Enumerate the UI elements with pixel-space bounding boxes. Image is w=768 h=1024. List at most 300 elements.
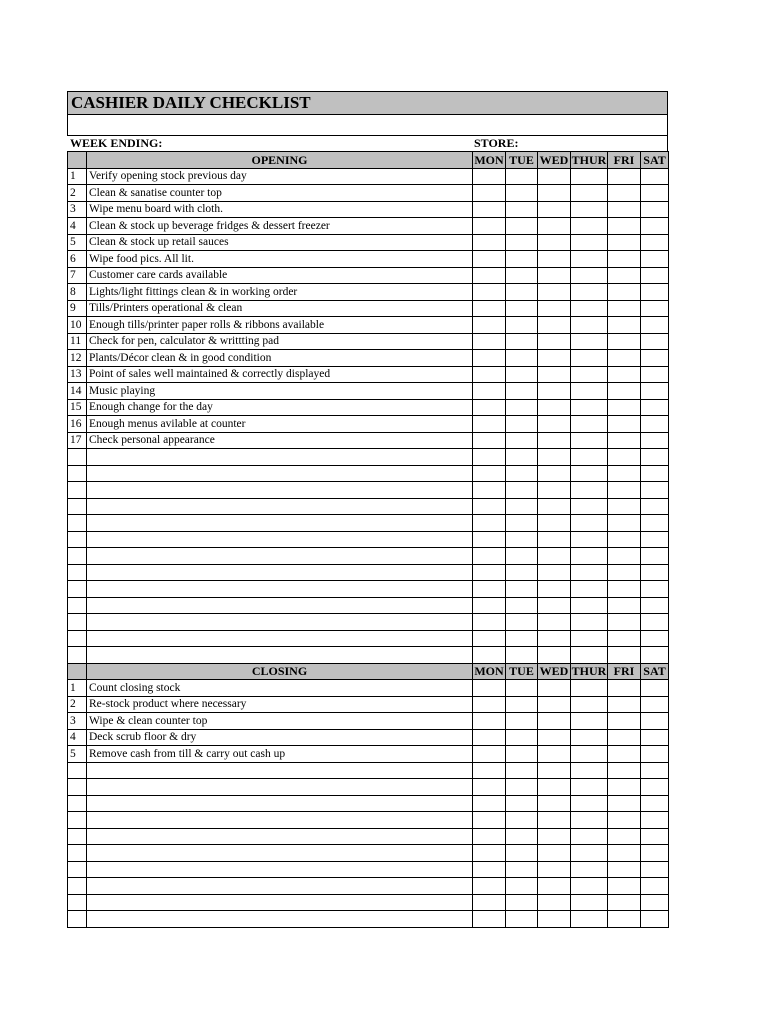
- day-check-cell[interactable]: [538, 465, 571, 482]
- day-check-cell[interactable]: [641, 581, 669, 598]
- item-task: [87, 812, 473, 829]
- day-check-cell[interactable]: [473, 284, 506, 301]
- day-check-cell[interactable]: [641, 713, 669, 730]
- day-check-cell[interactable]: [506, 350, 538, 367]
- day-check-cell[interactable]: [538, 746, 571, 763]
- checklist-item-row: [68, 218, 669, 235]
- day-check-cell[interactable]: [571, 284, 608, 301]
- opening-day-header-3: THUR: [571, 152, 607, 167]
- day-check-cell[interactable]: [506, 234, 538, 251]
- day-check-cell[interactable]: [538, 515, 571, 532]
- day-check-cell[interactable]: [473, 581, 506, 598]
- day-check-cell[interactable]: [506, 795, 538, 812]
- day-check-cell[interactable]: [641, 746, 669, 763]
- day-check-cell[interactable]: [506, 597, 538, 614]
- day-check-cell[interactable]: [608, 366, 641, 383]
- day-check-cell[interactable]: [608, 333, 641, 350]
- day-check-cell[interactable]: [608, 465, 641, 482]
- day-check-cell[interactable]: [641, 251, 669, 268]
- day-check-cell[interactable]: [473, 449, 506, 466]
- day-check-cell[interactable]: [538, 680, 571, 697]
- day-check-cell[interactable]: [506, 696, 538, 713]
- day-check-cell[interactable]: [538, 201, 571, 218]
- day-check-cell[interactable]: [641, 762, 669, 779]
- day-check-cell[interactable]: [473, 614, 506, 631]
- day-check-cell[interactable]: [641, 564, 669, 581]
- day-check-cell[interactable]: [571, 333, 608, 350]
- day-check-cell[interactable]: [506, 779, 538, 796]
- day-check-cell[interactable]: [473, 465, 506, 482]
- blank-row: [68, 515, 669, 532]
- day-check-cell[interactable]: [538, 416, 571, 433]
- day-check-cell[interactable]: [641, 366, 669, 383]
- day-check-cell[interactable]: [473, 630, 506, 647]
- day-check-cell[interactable]: [641, 300, 669, 317]
- day-check-cell[interactable]: [641, 696, 669, 713]
- day-check-cell[interactable]: [641, 548, 669, 565]
- day-check-cell[interactable]: [506, 647, 538, 664]
- day-check-cell[interactable]: [571, 350, 608, 367]
- day-check-cell[interactable]: [571, 729, 608, 746]
- day-check-cell[interactable]: [571, 267, 608, 284]
- day-check-cell[interactable]: [608, 812, 641, 829]
- day-check-cell[interactable]: [641, 416, 669, 433]
- day-check-cell[interactable]: [641, 779, 669, 796]
- day-check-cell[interactable]: [538, 614, 571, 631]
- day-check-cell[interactable]: [608, 894, 641, 911]
- day-check-cell[interactable]: [538, 861, 571, 878]
- day-check-cell[interactable]: [506, 548, 538, 565]
- day-check-cell[interactable]: [571, 515, 608, 532]
- item-number: [68, 630, 87, 647]
- item-number: [68, 828, 87, 845]
- day-check-cell[interactable]: [473, 267, 506, 284]
- day-check-cell[interactable]: [571, 465, 608, 482]
- day-check-cell[interactable]: [538, 581, 571, 598]
- day-check-cell[interactable]: [641, 861, 669, 878]
- day-check-cell[interactable]: [608, 597, 641, 614]
- day-check-cell[interactable]: [473, 845, 506, 862]
- day-check-cell[interactable]: [571, 894, 608, 911]
- day-check-cell[interactable]: [473, 680, 506, 697]
- day-check-cell[interactable]: [608, 218, 641, 235]
- day-check-cell[interactable]: [608, 779, 641, 796]
- day-check-cell[interactable]: [641, 218, 669, 235]
- item-task: [87, 564, 473, 581]
- day-check-cell[interactable]: [571, 713, 608, 730]
- day-check-cell[interactable]: [641, 350, 669, 367]
- day-check-cell[interactable]: [506, 399, 538, 416]
- day-check-cell[interactable]: [608, 416, 641, 433]
- day-check-cell[interactable]: [538, 300, 571, 317]
- day-check-cell[interactable]: [571, 300, 608, 317]
- day-check-cell[interactable]: [473, 564, 506, 581]
- day-check-cell[interactable]: [641, 267, 669, 284]
- day-check-cell[interactable]: [538, 234, 571, 251]
- day-check-cell[interactable]: [506, 828, 538, 845]
- day-check-cell[interactable]: [538, 713, 571, 730]
- day-check-cell[interactable]: [473, 383, 506, 400]
- day-check-cell[interactable]: [538, 548, 571, 565]
- day-check-cell[interactable]: [571, 861, 608, 878]
- day-check-cell[interactable]: [506, 729, 538, 746]
- day-check-cell[interactable]: [608, 680, 641, 697]
- day-check-cell[interactable]: [571, 168, 608, 185]
- day-check-cell[interactable]: [506, 482, 538, 499]
- day-check-cell[interactable]: [506, 465, 538, 482]
- blank-row: [68, 465, 669, 482]
- day-check-cell[interactable]: [506, 267, 538, 284]
- day-check-cell[interactable]: [571, 317, 608, 334]
- day-check-cell[interactable]: [473, 515, 506, 532]
- day-check-cell[interactable]: [608, 581, 641, 598]
- day-check-cell[interactable]: [538, 399, 571, 416]
- day-check-cell[interactable]: [571, 680, 608, 697]
- item-number: 10: [68, 317, 87, 334]
- day-check-cell[interactable]: [538, 729, 571, 746]
- day-check-cell[interactable]: [506, 251, 538, 268]
- day-check-cell[interactable]: [473, 894, 506, 911]
- day-check-cell[interactable]: [641, 317, 669, 334]
- day-check-cell[interactable]: [571, 201, 608, 218]
- day-check-cell[interactable]: [506, 449, 538, 466]
- day-check-cell[interactable]: [608, 234, 641, 251]
- day-check-cell[interactable]: [641, 168, 669, 185]
- day-check-cell[interactable]: [571, 696, 608, 713]
- day-check-cell[interactable]: [608, 647, 641, 664]
- day-check-cell[interactable]: [506, 531, 538, 548]
- blank-row: [68, 845, 669, 862]
- day-check-cell[interactable]: [571, 779, 608, 796]
- day-check-cell[interactable]: [538, 267, 571, 284]
- day-check-cell[interactable]: [571, 746, 608, 763]
- item-number: 3: [68, 201, 87, 218]
- day-check-cell[interactable]: [641, 680, 669, 697]
- day-check-cell[interactable]: [608, 284, 641, 301]
- day-check-cell[interactable]: [641, 498, 669, 515]
- day-check-cell[interactable]: [608, 317, 641, 334]
- day-check-cell[interactable]: [608, 251, 641, 268]
- item-number: 17: [68, 432, 87, 449]
- day-check-cell[interactable]: [538, 762, 571, 779]
- day-check-cell[interactable]: [538, 333, 571, 350]
- day-check-cell[interactable]: [506, 284, 538, 301]
- day-check-cell[interactable]: [608, 630, 641, 647]
- item-task: [87, 911, 473, 928]
- day-check-cell[interactable]: [506, 861, 538, 878]
- day-check-cell[interactable]: [473, 548, 506, 565]
- day-check-cell[interactable]: [473, 201, 506, 218]
- day-check-cell[interactable]: [538, 812, 571, 829]
- day-check-cell[interactable]: [538, 317, 571, 334]
- item-task: [87, 779, 473, 796]
- day-check-cell[interactable]: [608, 878, 641, 895]
- day-check-cell[interactable]: [473, 234, 506, 251]
- day-check-cell[interactable]: [506, 317, 538, 334]
- day-check-cell[interactable]: [608, 201, 641, 218]
- day-check-cell[interactable]: [473, 647, 506, 664]
- day-check-cell[interactable]: [473, 531, 506, 548]
- item-task: [87, 878, 473, 895]
- day-check-cell[interactable]: [641, 432, 669, 449]
- day-check-cell[interactable]: [571, 564, 608, 581]
- day-check-cell[interactable]: [641, 911, 669, 928]
- day-check-cell[interactable]: [608, 267, 641, 284]
- day-check-cell[interactable]: [473, 333, 506, 350]
- day-check-cell[interactable]: [538, 647, 571, 664]
- day-check-cell[interactable]: [506, 366, 538, 383]
- day-check-cell[interactable]: [538, 498, 571, 515]
- day-check-cell[interactable]: [641, 399, 669, 416]
- closing-day-header-4: FRI: [608, 663, 641, 680]
- day-check-cell[interactable]: [641, 828, 669, 845]
- blank-row: [68, 779, 669, 796]
- day-check-cell[interactable]: [608, 845, 641, 862]
- item-task: [87, 515, 473, 532]
- day-check-cell[interactable]: [641, 234, 669, 251]
- day-check-cell[interactable]: [473, 482, 506, 499]
- day-check-cell[interactable]: [538, 350, 571, 367]
- day-check-cell[interactable]: [571, 795, 608, 812]
- day-check-cell[interactable]: [608, 861, 641, 878]
- day-check-cell[interactable]: [608, 548, 641, 565]
- day-check-cell[interactable]: [571, 185, 608, 202]
- day-check-cell[interactable]: [641, 515, 669, 532]
- day-check-cell[interactable]: [538, 696, 571, 713]
- day-check-cell[interactable]: [506, 614, 538, 631]
- day-check-cell[interactable]: [641, 647, 669, 664]
- day-check-cell[interactable]: [608, 531, 641, 548]
- day-check-cell[interactable]: [506, 845, 538, 862]
- item-task: Wipe & clean counter top: [87, 713, 473, 730]
- day-check-cell[interactable]: [571, 531, 608, 548]
- day-check-cell[interactable]: [571, 647, 608, 664]
- day-check-cell[interactable]: [641, 482, 669, 499]
- day-check-cell[interactable]: [571, 482, 608, 499]
- day-check-cell[interactable]: [506, 878, 538, 895]
- day-check-cell[interactable]: [473, 911, 506, 928]
- day-check-cell[interactable]: [608, 482, 641, 499]
- day-check-cell[interactable]: [608, 746, 641, 763]
- day-check-cell[interactable]: [641, 845, 669, 862]
- day-check-cell[interactable]: [641, 597, 669, 614]
- day-check-cell[interactable]: [473, 696, 506, 713]
- day-check-cell[interactable]: [571, 614, 608, 631]
- day-check-cell[interactable]: [538, 218, 571, 235]
- day-check-cell[interactable]: [473, 251, 506, 268]
- day-check-cell[interactable]: [608, 713, 641, 730]
- day-check-cell[interactable]: [608, 383, 641, 400]
- day-check-cell[interactable]: [506, 383, 538, 400]
- item-number: 16: [68, 416, 87, 433]
- blank-row: [68, 531, 669, 548]
- day-check-cell[interactable]: [473, 762, 506, 779]
- day-check-cell[interactable]: [608, 614, 641, 631]
- day-check-cell[interactable]: [571, 383, 608, 400]
- day-check-cell[interactable]: [473, 399, 506, 416]
- day-check-cell[interactable]: [473, 185, 506, 202]
- day-check-cell[interactable]: [571, 630, 608, 647]
- day-check-cell[interactable]: [538, 449, 571, 466]
- day-check-cell[interactable]: [473, 416, 506, 433]
- day-check-cell[interactable]: [608, 185, 641, 202]
- checklist-item-row: [68, 383, 669, 400]
- day-check-cell[interactable]: [608, 515, 641, 532]
- item-task: Count closing stock: [87, 680, 473, 697]
- item-number: 9: [68, 300, 87, 317]
- day-check-cell[interactable]: [608, 729, 641, 746]
- day-check-cell[interactable]: [571, 597, 608, 614]
- day-check-cell[interactable]: [608, 350, 641, 367]
- day-check-cell[interactable]: [506, 911, 538, 928]
- day-check-cell[interactable]: [538, 795, 571, 812]
- day-check-cell[interactable]: [641, 185, 669, 202]
- day-check-cell[interactable]: [538, 779, 571, 796]
- day-check-cell[interactable]: [538, 894, 571, 911]
- day-check-cell[interactable]: [571, 812, 608, 829]
- day-check-cell[interactable]: [571, 416, 608, 433]
- day-check-cell[interactable]: [608, 432, 641, 449]
- day-check-cell[interactable]: [538, 911, 571, 928]
- closing-heading: CLOSING: [87, 663, 473, 680]
- day-check-cell[interactable]: [506, 333, 538, 350]
- day-check-cell[interactable]: [506, 498, 538, 515]
- day-check-cell[interactable]: [571, 449, 608, 466]
- day-check-cell[interactable]: [506, 894, 538, 911]
- item-task: Verify opening stock previous day: [87, 168, 473, 185]
- day-check-cell[interactable]: [506, 432, 538, 449]
- day-check-cell[interactable]: [571, 432, 608, 449]
- day-check-cell[interactable]: [571, 548, 608, 565]
- day-check-cell[interactable]: [641, 383, 669, 400]
- day-check-cell[interactable]: [538, 531, 571, 548]
- day-check-cell[interactable]: [506, 416, 538, 433]
- day-check-cell[interactable]: [571, 498, 608, 515]
- day-check-cell[interactable]: [473, 432, 506, 449]
- day-check-cell[interactable]: [473, 350, 506, 367]
- day-check-cell[interactable]: [641, 630, 669, 647]
- day-check-cell[interactable]: [608, 696, 641, 713]
- day-check-cell[interactable]: [473, 498, 506, 515]
- day-check-cell[interactable]: [506, 746, 538, 763]
- day-check-cell[interactable]: [641, 812, 669, 829]
- day-check-cell[interactable]: [641, 465, 669, 482]
- day-check-cell[interactable]: [538, 845, 571, 862]
- day-check-cell[interactable]: [538, 432, 571, 449]
- day-check-cell[interactable]: [641, 894, 669, 911]
- day-check-cell[interactable]: [473, 597, 506, 614]
- day-check-cell[interactable]: [473, 168, 506, 185]
- day-check-cell[interactable]: [571, 234, 608, 251]
- day-check-cell[interactable]: [506, 680, 538, 697]
- day-check-cell[interactable]: [641, 531, 669, 548]
- day-check-cell[interactable]: [641, 201, 669, 218]
- day-check-cell[interactable]: [538, 366, 571, 383]
- day-check-cell[interactable]: [473, 746, 506, 763]
- day-check-cell[interactable]: [571, 581, 608, 598]
- day-check-cell[interactable]: [506, 168, 538, 185]
- day-check-cell[interactable]: [506, 201, 538, 218]
- day-check-cell[interactable]: [608, 828, 641, 845]
- day-check-cell[interactable]: [641, 333, 669, 350]
- day-check-cell[interactable]: [571, 878, 608, 895]
- day-check-cell[interactable]: [608, 564, 641, 581]
- day-check-cell[interactable]: [473, 218, 506, 235]
- day-check-cell[interactable]: [473, 795, 506, 812]
- day-check-cell[interactable]: [641, 284, 669, 301]
- day-check-cell[interactable]: [571, 366, 608, 383]
- day-check-cell[interactable]: [538, 482, 571, 499]
- day-check-cell[interactable]: [506, 515, 538, 532]
- day-check-cell[interactable]: [506, 218, 538, 235]
- day-check-cell[interactable]: [506, 564, 538, 581]
- day-check-cell[interactable]: [538, 185, 571, 202]
- day-check-cell[interactable]: [473, 828, 506, 845]
- day-check-cell[interactable]: [608, 795, 641, 812]
- day-check-cell[interactable]: [506, 762, 538, 779]
- day-check-cell[interactable]: [538, 383, 571, 400]
- day-check-cell[interactable]: [641, 795, 669, 812]
- day-check-cell[interactable]: [473, 366, 506, 383]
- day-check-cell[interactable]: [641, 878, 669, 895]
- day-check-cell[interactable]: [641, 449, 669, 466]
- day-check-cell[interactable]: [538, 828, 571, 845]
- day-check-cell[interactable]: [506, 300, 538, 317]
- day-check-cell[interactable]: [473, 713, 506, 730]
- day-check-cell[interactable]: [608, 399, 641, 416]
- day-check-cell[interactable]: [538, 284, 571, 301]
- day-check-cell[interactable]: [571, 828, 608, 845]
- day-check-cell[interactable]: [538, 878, 571, 895]
- day-check-cell[interactable]: [506, 630, 538, 647]
- day-check-cell[interactable]: [571, 218, 608, 235]
- day-check-cell[interactable]: [571, 762, 608, 779]
- day-check-cell[interactable]: [641, 614, 669, 631]
- day-check-cell[interactable]: [473, 729, 506, 746]
- day-check-cell[interactable]: [571, 399, 608, 416]
- day-check-cell[interactable]: [608, 168, 641, 185]
- day-check-cell[interactable]: [608, 498, 641, 515]
- day-check-cell[interactable]: [608, 762, 641, 779]
- day-check-cell[interactable]: [473, 779, 506, 796]
- item-number: [68, 845, 87, 862]
- day-check-cell[interactable]: [571, 911, 608, 928]
- day-check-cell[interactable]: [506, 581, 538, 598]
- day-check-cell[interactable]: [538, 597, 571, 614]
- day-check-cell[interactable]: [473, 812, 506, 829]
- day-check-cell[interactable]: [571, 251, 608, 268]
- day-check-cell[interactable]: [473, 300, 506, 317]
- day-check-cell[interactable]: [506, 812, 538, 829]
- day-check-cell[interactable]: [473, 861, 506, 878]
- day-check-cell[interactable]: [641, 729, 669, 746]
- item-number: 13: [68, 366, 87, 383]
- day-check-cell[interactable]: [608, 300, 641, 317]
- day-check-cell[interactable]: [538, 630, 571, 647]
- day-check-cell[interactable]: [473, 317, 506, 334]
- checklist-body: [68, 152, 669, 928]
- day-check-cell[interactable]: [608, 911, 641, 928]
- day-check-cell[interactable]: [506, 185, 538, 202]
- day-check-cell[interactable]: [538, 168, 571, 185]
- day-check-cell[interactable]: [608, 449, 641, 466]
- day-check-cell[interactable]: [538, 564, 571, 581]
- day-check-cell[interactable]: [571, 845, 608, 862]
- day-check-cell[interactable]: [473, 878, 506, 895]
- checklist-item-row: [68, 185, 669, 202]
- day-check-cell[interactable]: [538, 251, 571, 268]
- day-check-cell[interactable]: [506, 713, 538, 730]
